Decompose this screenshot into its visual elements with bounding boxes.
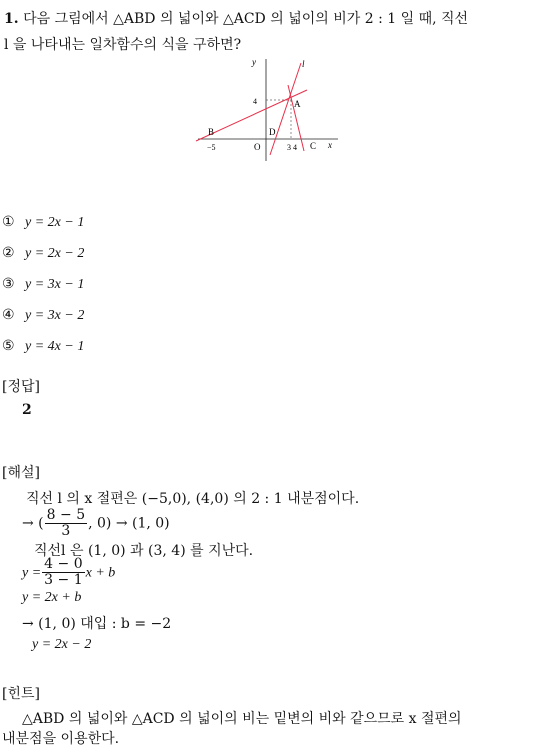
problem-line-1 [4,8,468,28]
fraction-numerator: 4 − 0 [44,556,83,572]
label-D: D [269,127,276,137]
problem-text-1: 다음 그림에서 △ABD 의 넓이와 △ACD 의 넓이의 비가 2 : 1 일 때, 직선 [23,11,469,27]
equation-lhs: y = [22,565,42,581]
solution-step-5: y = 2x + b [22,590,82,605]
step-tail: x + b [85,565,116,581]
choice-4[interactable] [2,307,84,324]
choice-5[interactable] [2,338,84,355]
label-C: C [310,141,317,151]
hint-header: [힌트] [2,686,40,702]
choice-text: y = 3x − 2 [25,308,85,323]
hint-line-2: 내분점을 이용한다. [2,731,120,747]
solution-step-1: 직선 l 의 x 절편은 (−5,0), (4,0) 의 2 : 1 내분점이다. [26,491,360,507]
choice-text: y = 3x − 1 [25,277,85,292]
problem-number: 1. [4,11,19,27]
label-minus5: −5 [207,143,216,152]
label-y: y [252,57,256,67]
choice-text: y = 4x − 1 [25,339,85,354]
solution-step-3: 직선l 은 (1, 0) 과 (3, 4) 를 지난다. [34,543,254,559]
problem-text-2: l 을 나타내는 일차함수의 식을 구하면? [4,37,242,53]
label-3-4: 3 4 [287,143,297,152]
label-A: A [294,99,301,109]
choice-2[interactable] [2,245,84,262]
line-l [270,63,301,155]
choice-text: y = 2x − 1 [25,215,85,230]
solution-step-7: y = 2x − 2 [32,637,92,652]
solution-step-4 [22,557,115,588]
step-tail: , 0) → (1, 0) [88,515,170,532]
answer-header: [정답] [2,379,40,395]
hint-line-1: △ABD 의 넓이와 △ACD 의 넓이의 비는 밑변의 비와 같으므로 x 절편의 [22,711,462,727]
fraction-denominator: 3 [61,523,71,539]
answer-value: 2 [22,402,32,418]
coordinate-figure [190,55,350,165]
choice-mark: ① [2,214,15,230]
choice-mark: ⑤ [2,338,15,354]
label-B: B [208,127,215,137]
choice-1[interactable] [2,214,84,231]
fraction [45,508,87,539]
label-l: l [302,59,305,69]
choice-mark: ④ [2,307,15,323]
choice-mark: ② [2,245,15,261]
choice-3[interactable] [2,276,84,293]
fraction-denominator: 3 − 1 [44,572,83,588]
arrow-text: → ( [22,515,44,532]
fraction-numerator: 8 − 5 [46,507,86,523]
fraction [42,557,84,588]
solution-step-2 [22,508,170,539]
choice-mark: ③ [2,276,15,292]
choice-text: y = 2x − 2 [25,246,85,261]
label-O: O [254,142,261,152]
solution-step-6: → (1, 0) 대입 : b = −2 [22,616,172,632]
label-4: 4 [253,97,257,106]
label-x: x [328,140,332,150]
solution-header: [해설] [2,465,40,481]
